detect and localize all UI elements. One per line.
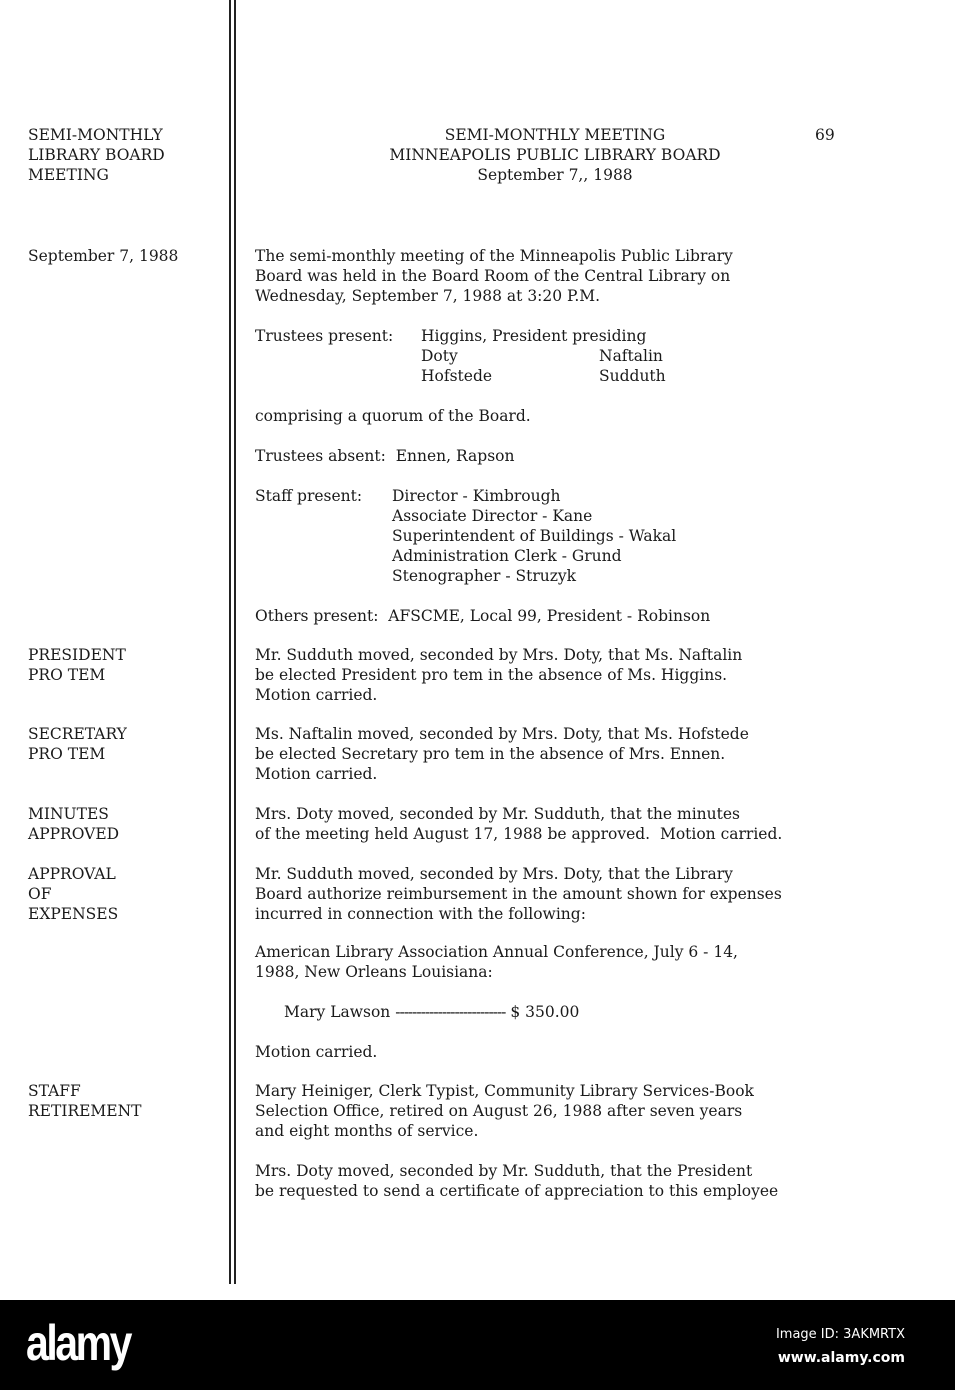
- text-line: Mrs. Doty moved, seconded by Mr. Sudduth, that the minutes: [255, 805, 740, 823]
- side-line: PRO TEM: [28, 666, 106, 684]
- text-line: Motion carried.: [255, 686, 378, 704]
- trustees-absent: Trustees absent: Ennen, Rapson: [255, 447, 515, 465]
- text-line: Wednesday, September 7, 1988 at 3:20 P.M.: [255, 287, 601, 305]
- certificate-paragraph: [255, 1161, 778, 1201]
- trustee-name: Doty: [421, 347, 458, 365]
- watermark-bar: [0, 1300, 955, 1390]
- expense-item: [284, 1002, 579, 1022]
- document-header: [340, 125, 770, 185]
- text-line: of the meeting held August 17, 1988 be approved. Motion carried.: [255, 825, 783, 843]
- text-line: Mary Heiniger, Clerk Typist, Community Library Services-Book: [255, 1082, 754, 1100]
- text-line: Selection Office, retired on August 26, 1988 after seven years: [255, 1102, 743, 1120]
- quorum-text: comprising a quorum of the Board.: [255, 407, 531, 425]
- text-line: The semi-monthly meeting of the Minneapolis Public Library: [255, 247, 733, 265]
- staff-member: Associate Director - Kane: [392, 507, 593, 525]
- conference-paragraph: [255, 942, 738, 982]
- text-line: be elected President pro tem in the absence of Ms. Higgins.: [255, 666, 728, 684]
- others-present: Others present: AFSCME, Local 99, President - Robinson: [255, 607, 711, 625]
- page-number: 69: [815, 126, 835, 144]
- side-line: OF: [28, 885, 52, 903]
- side-line: MINUTES: [28, 805, 109, 823]
- expense-amount: $ 350.00: [510, 1003, 580, 1021]
- staff-member: Administration Clerk - Grund: [392, 547, 622, 565]
- side-heading-meeting: [28, 125, 165, 185]
- side-line: SECRETARY: [28, 725, 127, 743]
- trustees-present-label: Trustees present:: [255, 327, 394, 345]
- margin-rule-right: [234, 0, 236, 1284]
- side-line: APPROVAL: [28, 865, 116, 883]
- president-pro-tem-paragraph: [255, 645, 742, 705]
- expenses-paragraph: [255, 864, 782, 924]
- header-line: SEMI-MONTHLY MEETING: [444, 126, 666, 144]
- staff-present-list: [392, 486, 676, 586]
- side-line: APPROVED: [28, 825, 120, 843]
- minutes-paragraph: [255, 804, 782, 844]
- side-line: RETIREMENT: [28, 1102, 142, 1120]
- side-line: LIBRARY BOARD: [28, 146, 165, 164]
- text-line: be requested to send a certificate of appreciation to this employee: [255, 1182, 779, 1200]
- side-heading-president-pro-tem: [28, 645, 126, 685]
- text-line: Mr. Sudduth moved, seconded by Mrs. Doty, that Ms. Naftalin: [255, 646, 743, 664]
- side-heading-secretary-pro-tem: [28, 724, 127, 764]
- side-line: PRO TEM: [28, 745, 106, 763]
- staff-present-label: Staff present:: [255, 487, 363, 505]
- alamy-logo: alamy: [26, 1315, 130, 1371]
- text-line: incurred in connection with the following:: [255, 905, 586, 923]
- trustee-name: Naftalin: [599, 347, 663, 365]
- text-line: Board authorize reimbursement in the amount shown for expenses: [255, 885, 782, 903]
- staff-member: Director - Kimbrough: [392, 487, 561, 505]
- text-line: American Library Association Annual Conference, July 6 - 14,: [255, 943, 738, 961]
- dotted-leader: --------------------------: [395, 1003, 506, 1021]
- side-line: EXPENSES: [28, 905, 119, 923]
- text-line: and eight months of service.: [255, 1122, 479, 1140]
- text-line: 1988, New Orleans Louisiana:: [255, 963, 493, 981]
- text-line: Board was held in the Board Room of the Central Library on: [255, 267, 731, 285]
- header-line: September 7,, 1988: [477, 166, 633, 184]
- side-line: SEMI-MONTHLY: [28, 126, 163, 144]
- image-id: Image ID: 3AKMRTX: [775, 1327, 905, 1342]
- side-heading-minutes-approved: [28, 804, 119, 844]
- side-line: STAFF: [28, 1082, 81, 1100]
- staff-member: Stenographer - Struzyk: [392, 567, 577, 585]
- side-line: PRESIDENT: [28, 646, 126, 664]
- retirement-paragraph: [255, 1081, 754, 1141]
- secretary-pro-tem-paragraph: [255, 724, 749, 784]
- staff-member: Superintendent of Buildings - Wakal: [392, 527, 677, 545]
- motion-carried: Motion carried.: [255, 1043, 378, 1061]
- text-line: Mr. Sudduth moved, seconded by Mrs. Doty, that the Library: [255, 865, 733, 883]
- text-line: Motion carried.: [255, 765, 378, 783]
- header-line: MINNEAPOLIS PUBLIC LIBRARY BOARD: [389, 146, 721, 164]
- trustee-name: Sudduth: [599, 367, 666, 385]
- side-line: MEETING: [28, 166, 109, 184]
- text-line: Ms. Naftalin moved, seconded by Mrs. Doty, that Ms. Hofstede: [255, 725, 749, 743]
- trustee-name: Hofstede: [421, 367, 493, 385]
- side-date: September 7, 1988: [28, 247, 179, 265]
- text-line: Mrs. Doty moved, seconded by Mr. Sudduth, that the President: [255, 1162, 753, 1180]
- site-url: www.alamy.com: [777, 1350, 905, 1366]
- expense-name: Mary Lawson: [284, 1003, 391, 1021]
- side-heading-approval-of-expenses: [28, 864, 118, 924]
- intro-paragraph: [255, 246, 733, 306]
- side-heading-staff-retirement: [28, 1081, 142, 1121]
- text-line: be elected Secretary pro tem in the absence of Mrs. Ennen.: [255, 745, 726, 763]
- trustee-name: Higgins, President presiding: [421, 327, 647, 345]
- margin-rule-left: [229, 0, 231, 1284]
